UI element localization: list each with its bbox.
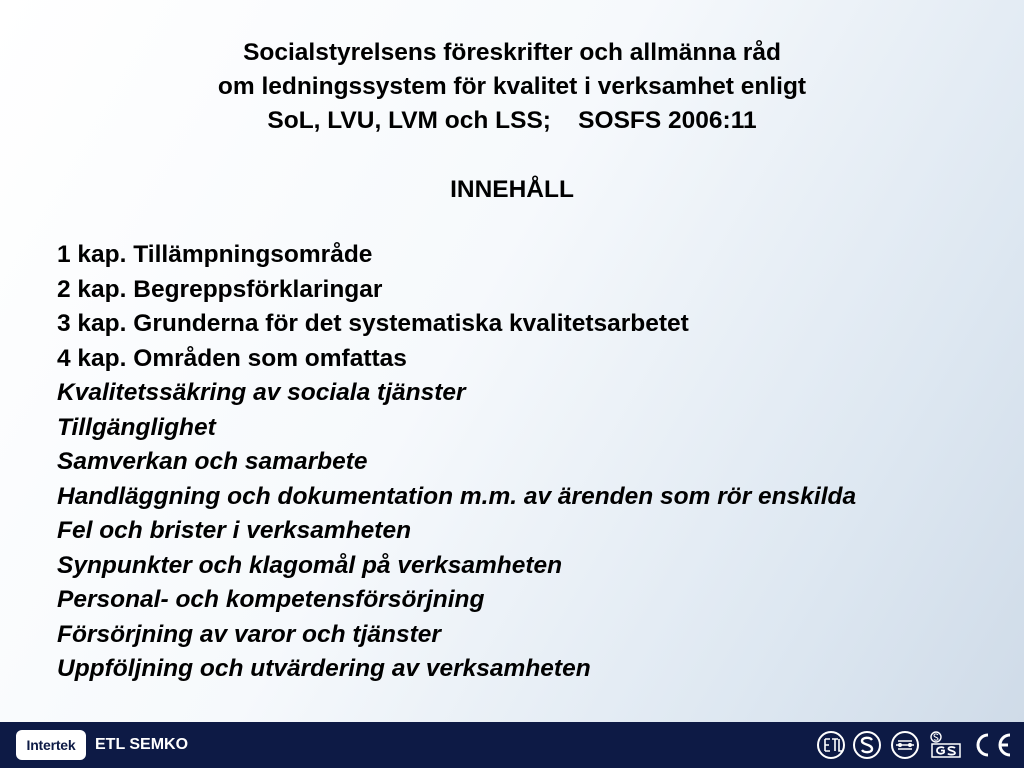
semko-mark-icon (888, 730, 922, 760)
area-item: Samverkan och samarbete (57, 448, 368, 475)
area-item: Tillgänglighet (57, 413, 216, 441)
chapter-item: 4 kap. Områden som omfattas (57, 344, 407, 372)
area-item: Synpunkter och klagomål på verksamheten (57, 551, 563, 579)
chapter-item: 1 kap. Tillämpningsområde (57, 241, 373, 268)
contents-title: INNEHÅLL (450, 176, 574, 203)
heading-line-3: SoL, LVU, LVM och LSS; SOSFS 2006:11 (267, 107, 757, 134)
chapter-item: 3 kap. Grunderna för det systematiska kvalitetsarbetet (57, 310, 689, 337)
chapter-item: 2 kap. Begreppsförklaringar (57, 275, 383, 303)
footer-bar (0, 722, 1024, 768)
area-item: Försörjning av varor och tjänster (57, 620, 441, 648)
certification-marks (816, 730, 1014, 760)
s-mark-icon (852, 730, 882, 760)
gs-mark-icon (928, 730, 964, 760)
brand-name: ETL SEMKO (95, 736, 189, 753)
area-item: Personal- och kompetensförsörjning (57, 586, 485, 613)
area-item: Handläggning och dokumentation m.m. av ärenden som rör enskilda (57, 482, 857, 510)
intertek-logo (16, 730, 86, 760)
area-item: Kvalitetssäkring av sociala tjänster (57, 379, 466, 406)
etl-mark-icon (816, 730, 846, 760)
ce-mark-icon (970, 730, 1014, 760)
slide-heading (0, 36, 1024, 138)
heading-line-2: om ledningssystem för kvalitet i verksamhet enligt (217, 73, 807, 100)
area-item: Uppföljning och utvärdering av verksamheten (57, 655, 591, 682)
table-of-contents (57, 238, 856, 687)
heading-line-1: Socialstyrelsens föreskrifter och allmänna råd (243, 39, 781, 66)
area-item: Fel och brister i verksamheten (57, 517, 412, 544)
intertek-logo-text: Intertek (26, 737, 76, 753)
